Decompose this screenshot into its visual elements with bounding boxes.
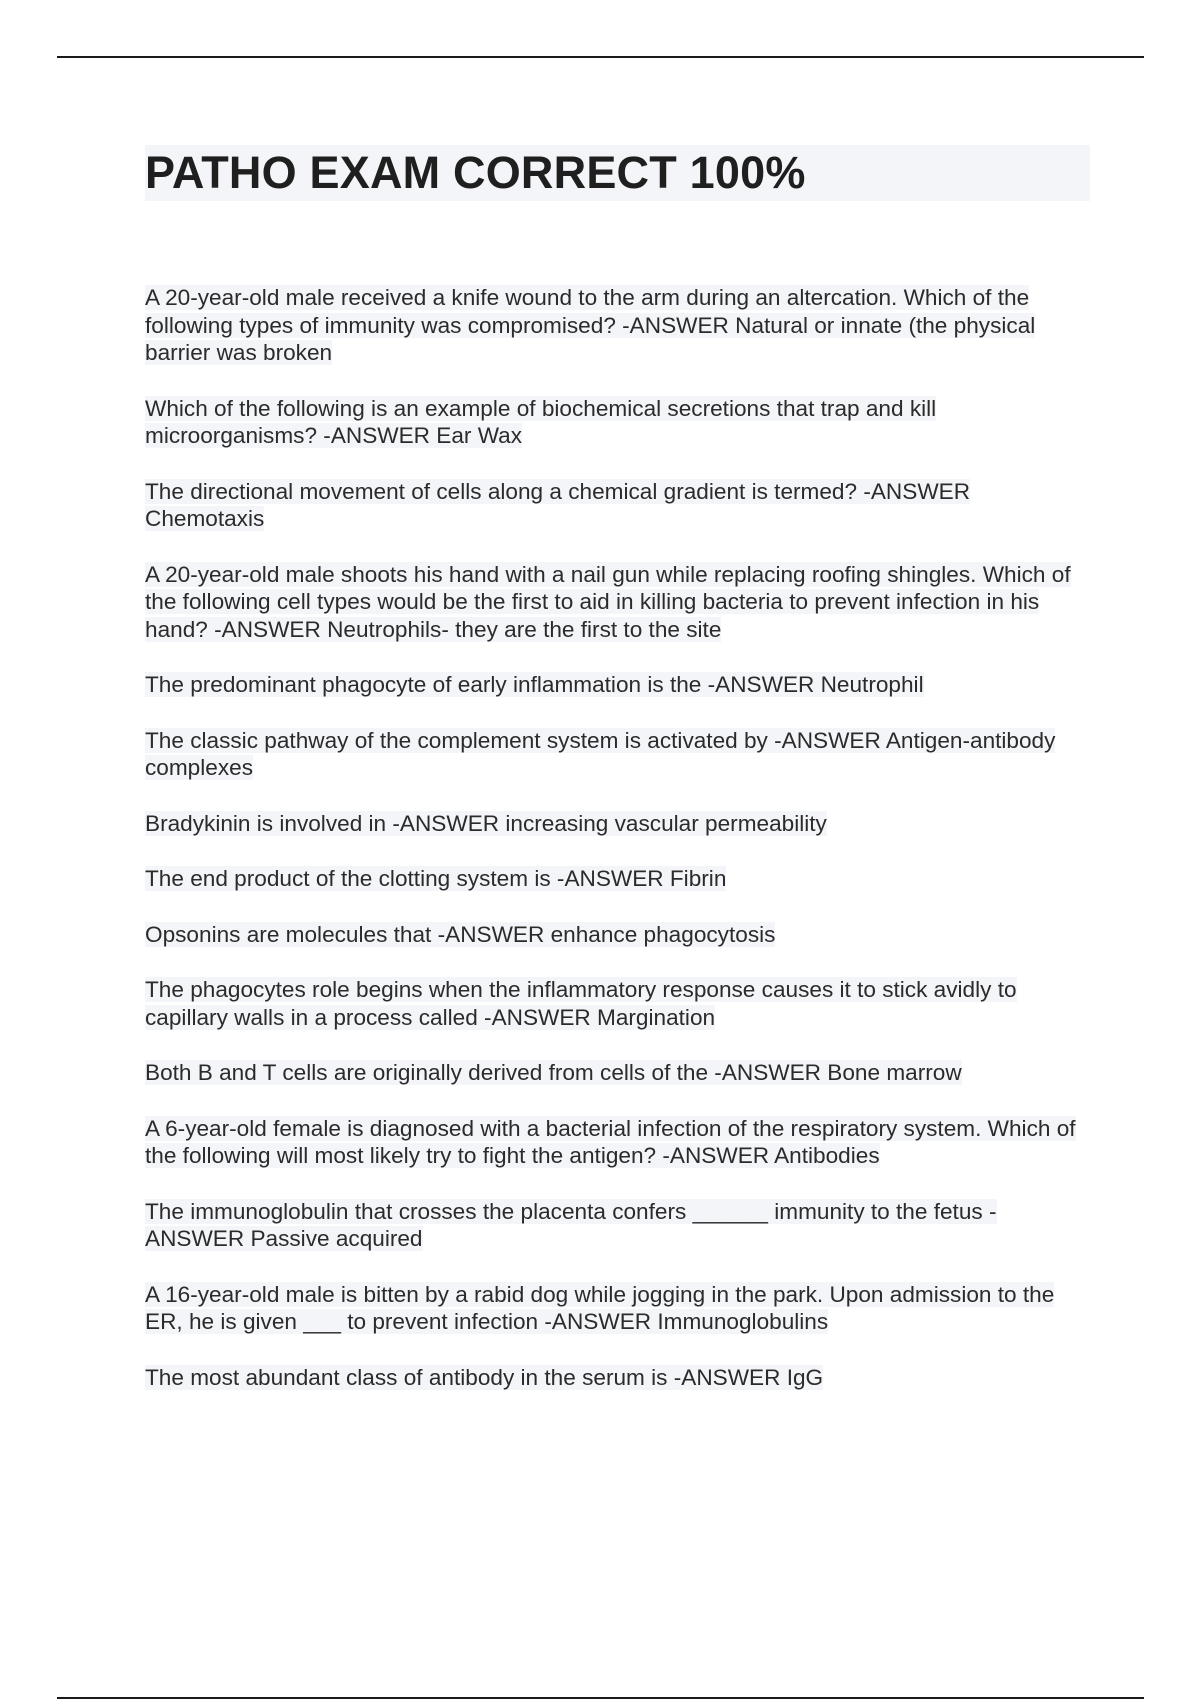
qa-text: The classic pathway of the complement system is activated by -ANSWER Antigen-antibody complexes	[145, 727, 1056, 780]
qa-list	[145, 284, 1090, 1419]
qa-item	[145, 921, 1090, 949]
qa-item	[145, 810, 1090, 838]
qa-item	[145, 1115, 1090, 1170]
qa-item	[145, 727, 1090, 782]
qa-text: The predominant phagocyte of early inflammation is the -ANSWER Neutrophil	[145, 672, 924, 697]
title-block	[145, 145, 1090, 201]
qa-item	[145, 395, 1090, 450]
qa-item	[145, 865, 1090, 893]
qa-text: The directional movement of cells along a chemical gradient is termed? -ANSWER Chemotaxis	[145, 478, 971, 531]
qa-item	[145, 1281, 1090, 1336]
top-rule	[57, 56, 1144, 58]
qa-item	[145, 1059, 1090, 1087]
qa-text: The end product of the clotting system is -ANSWER Fibrin	[145, 866, 727, 891]
bottom-rule	[57, 1697, 1144, 1699]
qa-text: Bradykinin is involved in -ANSWER increasing vascular permeability	[145, 810, 827, 836]
qa-item	[145, 1198, 1090, 1253]
qa-item	[145, 1364, 1090, 1392]
qa-text: A 16-year-old male is bitten by a rabid dog while jogging in the park. Upon admission to the ER, he is given ___ to prevent infection -ANSWER Immunoglobulins	[145, 1281, 1055, 1334]
qa-text: A 20-year-old male received a knife wound to the arm during an altercation. Which of the following types of immunity was compromised? -ANSWER Natural or innate (the physical barrier was broken	[145, 285, 1036, 365]
qa-item	[145, 976, 1090, 1031]
qa-text: The immunoglobulin that crosses the placenta confers ______ immunity to the fetus -ANSWER Passive acquired	[145, 1198, 997, 1251]
qa-item	[145, 478, 1090, 533]
qa-text: Opsonins are molecules that -ANSWER enhance phagocytosis	[145, 921, 776, 947]
qa-text: Which of the following is an example of biochemical secretions that trap and kill microorganisms? -ANSWER Ear Wax	[145, 395, 937, 448]
qa-item	[145, 671, 1090, 699]
page-title: PATHO EXAM CORRECT 100%	[145, 147, 806, 198]
qa-text: A 6-year-old female is diagnosed with a bacterial infection of the respiratory system. Which of the following will most likely try to fight the antigen? -ANSWER Antibodies	[145, 1115, 1076, 1168]
qa-text: The most abundant class of antibody in the serum is -ANSWER IgG	[145, 1364, 824, 1390]
qa-item	[145, 284, 1090, 367]
qa-item	[145, 561, 1090, 644]
qa-text: The phagocytes role begins when the inflammatory response causes it to stick avidly to capillary walls in a process called -ANSWER Margination	[145, 977, 1017, 1030]
qa-text: Both B and T cells are originally derived from cells of the -ANSWER Bone marrow	[145, 1060, 962, 1085]
qa-text: A 20-year-old male shoots his hand with a nail gun while replacing roofing shingles. Which of the following cell types would be the first to aid in killing bacteria to prevent infection in his hand? -ANSWER Neutrophils- they are the first to the site	[145, 561, 1071, 642]
